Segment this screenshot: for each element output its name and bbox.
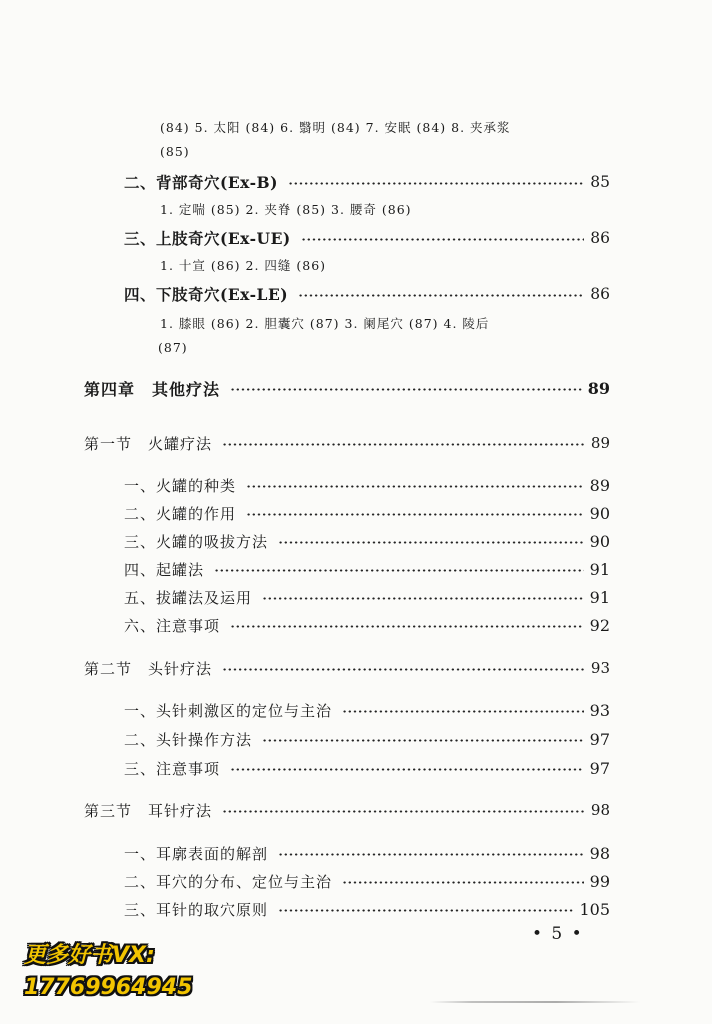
- toc-entry-page: 90: [589, 503, 610, 523]
- leader-dots: [230, 625, 584, 628]
- leader-dots: [301, 238, 584, 241]
- scan-edge-line: [430, 1001, 640, 1003]
- leader-dots: [214, 569, 584, 572]
- leader-dots: [298, 294, 584, 297]
- toc-entry[interactable]: [124, 614, 610, 636]
- page-number: • 5 •: [532, 924, 584, 944]
- leader-dots: [246, 485, 584, 488]
- toc-entry-label: 二、火罐的作用: [124, 504, 237, 523]
- toc-entry[interactable]: [124, 558, 610, 580]
- toc-entry[interactable]: [124, 757, 610, 779]
- toc-entry-page: 93: [589, 700, 610, 720]
- toc-entry-page: 93: [590, 659, 610, 677]
- toc-entry[interactable]: [124, 502, 610, 524]
- toc-entry-page: 85: [590, 173, 610, 191]
- leader-dots: [262, 739, 584, 742]
- toc-entry-page: 98: [589, 843, 610, 863]
- toc-entry-page: 86: [590, 229, 610, 247]
- toc-entry-label: 二、背部奇穴(Ex-B): [124, 173, 278, 192]
- leader-dots: [246, 513, 584, 516]
- sub-points-line: 1. 定喘 (85) 2. 夹脊 (85) 3. 腰奇 (86): [160, 202, 412, 217]
- toc-entry-page: 89: [589, 475, 610, 495]
- leader-dots: [288, 182, 584, 185]
- leader-dots: [278, 853, 584, 856]
- toc-entry-label: 第四章 其他疗法: [84, 379, 221, 399]
- toc-entry-label: 五、拔罐法及运用: [124, 588, 253, 607]
- leader-dots: [230, 768, 584, 771]
- toc-entry-label: 第三节 耳针疗法: [84, 801, 213, 820]
- toc-entry[interactable]: [124, 474, 610, 496]
- toc-entry[interactable]: [124, 898, 610, 920]
- toc-section[interactable]: [84, 799, 610, 821]
- leader-dots: [342, 881, 584, 884]
- sub-points-line: (87): [158, 340, 188, 355]
- toc-entry[interactable]: [124, 728, 610, 750]
- watermark-line: 更多好书VX:: [24, 943, 155, 968]
- leader-dots: [222, 443, 584, 446]
- toc-entry-page: 89: [590, 434, 610, 452]
- toc-entry[interactable]: [124, 227, 610, 249]
- continuation-line: (84) 5. 太阳 (84) 6. 翳明 (84) 7. 安眠 (84) 8. 夹承浆: [160, 120, 511, 135]
- toc-entry-page: 90: [589, 531, 610, 551]
- toc-entry-label: 一、耳廓表面的解剖: [124, 844, 269, 863]
- toc-entry[interactable]: [124, 530, 610, 552]
- toc-entry-label: 六、注意事项: [124, 616, 221, 635]
- toc-entry-label: 一、火罐的种类: [124, 476, 237, 495]
- toc-entry[interactable]: [124, 842, 610, 864]
- toc-entry-label: 二、耳穴的分布、定位与主治: [124, 872, 333, 891]
- toc-entry-label: 四、起罐法: [124, 560, 205, 579]
- toc-section[interactable]: [84, 432, 610, 454]
- leader-dots: [278, 909, 573, 912]
- toc-entry-label: 三、耳针的取穴原则: [124, 900, 269, 919]
- toc-entry-label: 三、火罐的吸拔方法: [124, 532, 269, 551]
- leader-dots: [222, 668, 584, 671]
- toc-entry-label: 第一节 火罐疗法: [84, 434, 213, 453]
- continuation-line: (85): [160, 144, 190, 159]
- toc-entry-label: 三、上肢奇穴(Ex-UE): [124, 229, 291, 248]
- leader-dots: [342, 710, 584, 713]
- leader-dots: [230, 388, 582, 391]
- toc-entry-label: 一、头针刺激区的定位与主治: [124, 701, 333, 720]
- leader-dots: [278, 541, 584, 544]
- toc-entry[interactable]: [124, 586, 610, 608]
- toc-entry-page: 97: [589, 729, 610, 749]
- toc-section[interactable]: [84, 657, 610, 679]
- watermark: [24, 940, 192, 1004]
- toc-entry[interactable]: [124, 699, 610, 721]
- toc-entry[interactable]: [124, 870, 610, 892]
- sub-points-line: 1. 十宣 (86) 2. 四缝 (86): [160, 258, 327, 273]
- leader-dots: [222, 810, 584, 813]
- toc-entry-page: 86: [590, 285, 610, 303]
- toc-entry-page: 98: [590, 801, 610, 819]
- toc-entry-page: 92: [589, 615, 610, 635]
- toc-entry-page: 91: [589, 587, 610, 607]
- toc-entry[interactable]: [124, 171, 610, 193]
- toc-chapter[interactable]: [84, 377, 610, 399]
- toc-entry-label: 三、注意事项: [124, 759, 221, 778]
- toc-entry-label: 四、下肢奇穴(Ex-LE): [124, 285, 289, 304]
- sub-points-line: 1. 膝眼 (86) 2. 胆囊穴 (87) 3. 阑尾穴 (87) 4. 陵后: [160, 316, 490, 331]
- toc-entry-label: 二、头针操作方法: [124, 730, 253, 749]
- toc-entry[interactable]: [124, 283, 610, 305]
- toc-entry-page: 91: [589, 559, 610, 579]
- leader-dots: [262, 597, 584, 600]
- toc-entry-label: 第二节 头针疗法: [84, 659, 213, 678]
- toc-entry-page: 97: [589, 758, 610, 778]
- watermark-line: 17769964945: [24, 975, 193, 1000]
- toc-entry-page: 89: [587, 378, 610, 398]
- toc-entry-page: 99: [589, 871, 610, 891]
- toc-entry-page: 105: [579, 899, 610, 919]
